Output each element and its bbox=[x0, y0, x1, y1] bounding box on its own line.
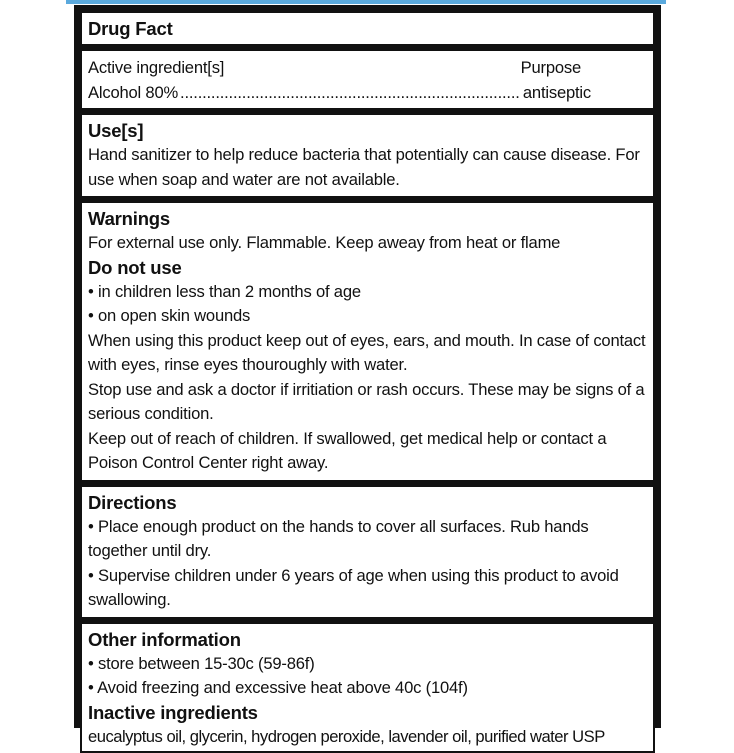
warnings-box bbox=[80, 201, 655, 482]
active-header-row bbox=[88, 56, 647, 81]
stop-use-text: Stop use and ask a doctor if irritiation or rash occurs. These may be signs of a serious condition. bbox=[88, 378, 647, 427]
active-ingredients-box bbox=[80, 49, 655, 110]
other-information-item: • store between 15-30c (59-86f) bbox=[88, 652, 647, 677]
do-not-use-heading: Do not use bbox=[88, 256, 647, 280]
inactive-ingredients-heading: Inactive ingredients bbox=[88, 701, 647, 725]
directions-item: • Supervise children under 6 years of age when using this product to avoid swallowing. bbox=[88, 564, 647, 613]
do-not-use-item: • on open skin wounds bbox=[88, 304, 647, 329]
leader-dots bbox=[180, 81, 521, 106]
keep-out-of-reach-text: Keep out of reach of children. If swallowed, get medical help or contact a Poison Control Center right away. bbox=[88, 427, 647, 476]
other-information-item: • Avoid freezing and excessive heat above 40c (104f) bbox=[88, 676, 647, 701]
purpose-heading: Purpose bbox=[521, 56, 647, 81]
uses-box bbox=[80, 113, 655, 198]
when-using-text: When using this product keep out of eyes, ears, and mouth. In case of contact with eyes, rinse eyes thouroughly with water. bbox=[88, 329, 647, 378]
active-ingredient-name: Alcohol 80% bbox=[88, 81, 178, 106]
directions-box bbox=[80, 485, 655, 619]
active-ingredient-purpose: antiseptic bbox=[523, 81, 591, 106]
drug-facts-panel bbox=[74, 5, 661, 728]
directions-item: • Place enough product on the hands to cover all surfaces. Rub hands together until dry. bbox=[88, 515, 647, 564]
do-not-use-item: • in children less than 2 months of age bbox=[88, 280, 647, 305]
active-ingredient-row bbox=[88, 81, 647, 106]
panel-title: Drug Fact bbox=[88, 17, 647, 41]
uses-heading: Use[s] bbox=[88, 119, 647, 143]
external-use-warning: For external use only. Flammable. Keep aweay from heat or flame bbox=[88, 231, 647, 256]
top-accent-strip bbox=[66, 0, 666, 4]
inactive-ingredients-text: eucalyptus oil, glycerin, hydrogen peroxide, lavender oil, purified water USP bbox=[88, 725, 647, 750]
title-box bbox=[80, 11, 655, 46]
other-information-box bbox=[80, 622, 655, 753]
warnings-heading: Warnings bbox=[88, 207, 647, 231]
directions-heading: Directions bbox=[88, 491, 647, 515]
uses-text: Hand sanitizer to help reduce bacteria that potentially can cause disease. For use when soap and water are not available. bbox=[88, 143, 647, 192]
active-ingredient-heading: Active ingredient[s] bbox=[88, 56, 224, 81]
other-information-heading: Other information bbox=[88, 628, 647, 652]
